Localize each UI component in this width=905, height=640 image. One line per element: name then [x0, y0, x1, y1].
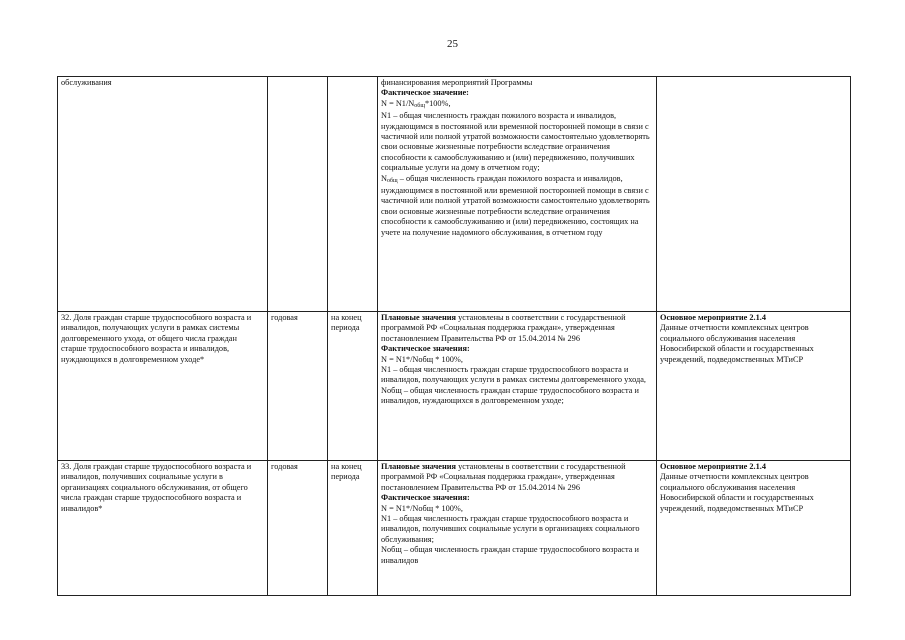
timing-cell	[328, 77, 378, 312]
formula: N = N1*/Nобщ * 100%,	[381, 503, 463, 513]
method-cell	[378, 312, 657, 461]
fact-heading: Фактическое значения:	[381, 493, 470, 503]
definition-n1: N1 – общая численность граждан старше трудоспособного возраста и инвалидов, получивших социальные услуги в организациях социального обслуживания;	[381, 514, 640, 544]
formula-subscript: общ	[414, 102, 425, 109]
formula-prefix: N = N1/N	[381, 98, 415, 108]
definition-n1: N1 – общая численность граждан старше трудоспособного возраста и инвалидов, получающих услуги в рамках системы долговременного ухода,	[381, 365, 647, 385]
indicators-table	[57, 76, 851, 596]
table-row	[58, 77, 851, 312]
fact-heading: Фактическое значение:	[381, 88, 469, 98]
indicator-cell	[58, 461, 268, 596]
ntotal-text: – общая численность граждан пожилого возраста и инвалидов, нуждающимся в постоянной или временной посторонней помощи в связи с частичной или полной утратой возможности самостоятельно удовлетворять свои основные жизненные потребности вследствие ограничения способности к самообслуживанию и (или) передвижению, состоящих на учете на получение надомного обслуживания, в отчетном году	[381, 173, 650, 237]
table-row	[58, 461, 851, 596]
method-intro: финансирования мероприятий Программы	[381, 78, 533, 87]
ntotal-prefix: N	[381, 173, 387, 183]
periodicity: годовая	[271, 462, 298, 471]
source-heading: Основное мероприятие 2.1.4	[660, 462, 766, 471]
plan-text: установлены в соответствии с государственной программой РФ «Социальная поддержка граждан», утвержденная постановлением Правительства РФ от 15.04.2014 № 296	[381, 313, 626, 343]
periodicity-cell	[268, 461, 328, 596]
plan-label: Плановые значения	[381, 462, 457, 471]
periodicity-cell	[268, 312, 328, 461]
plan-values	[381, 313, 653, 344]
periodicity-cell	[268, 77, 328, 312]
method-cell	[378, 461, 657, 596]
periodicity: годовая	[271, 313, 298, 322]
fact-heading: Фактическое значения:	[381, 344, 470, 354]
timing: на конец периода	[331, 313, 362, 333]
source-cell	[657, 312, 851, 461]
definition-ntotal	[381, 174, 653, 238]
source-heading: Основное мероприятие 2.1.4	[660, 313, 766, 322]
timing-cell	[328, 461, 378, 596]
formula: N = N1*/Nобщ * 100%,	[381, 354, 463, 364]
plan-values	[381, 462, 653, 493]
source-cell	[657, 461, 851, 596]
plan-text: установлены в соответствии с государственной программой РФ «Социальная поддержка граждан», утвержденная постановлением Правительства РФ от 15.04.2014 № 296	[381, 462, 626, 492]
timing: на конец периода	[331, 462, 362, 482]
indicator-name: 32. Доля граждан старше трудоспособного возраста и инвалидов, получающих услуги в рамках системы долговременного ухода, от общего числа граждан старше трудоспособного возраста и инвалидов, нуждающихся в долговременном уходе*	[61, 313, 252, 364]
ntotal-subscript: общ	[387, 177, 398, 184]
definition-ntotal: Nобщ – общая численность граждан старше трудоспособного возраста и инвалидов, нуждающихся в долговременном уходе;	[381, 385, 639, 406]
formula-suffix: *100%,	[424, 98, 451, 108]
method-cell	[378, 77, 657, 312]
source-cell	[657, 77, 851, 312]
source-text: Данные отчетности комплексных центров социального обслуживания населения Новосибирской области и государственных учреждений, подведомственных МТиСР	[660, 472, 814, 513]
formula	[381, 99, 653, 111]
page-number: 25	[447, 38, 458, 50]
indicator-name: обслуживания	[61, 78, 112, 87]
source-text: Данные отчетности комплексных центров социального обслуживания населения Новосибирской области и государственных учреждений, подведомственных МТиСР	[660, 323, 814, 364]
indicator-name: 33. Доля граждан старше трудоспособного возраста и инвалидов, получивших социальные услуги в организациях социального обслуживания, от общего числа граждан старше трудоспособного возраста и инвалидов*	[61, 462, 252, 513]
plan-label: Плановые значения	[381, 313, 457, 322]
table-row	[58, 312, 851, 461]
timing-cell	[328, 312, 378, 461]
definition-ntotal: Nобщ – общая численность граждан старше трудоспособного возраста и инвалидов	[381, 545, 639, 565]
indicator-cell	[58, 77, 268, 312]
indicator-cell	[58, 312, 268, 461]
definition-n1: N1 – общая численность граждан пожилого возраста и инвалидов, нуждающимся в постоянной или временной посторонней помощи в связи с частичной или полной утратой возможности самостоятельно удовлетворять свои основные жизненные потребности вследствие ограничения способности к самообслуживанию и (или) передвижению, получивших социальные услуги на дому в отчетном году;	[381, 111, 650, 173]
